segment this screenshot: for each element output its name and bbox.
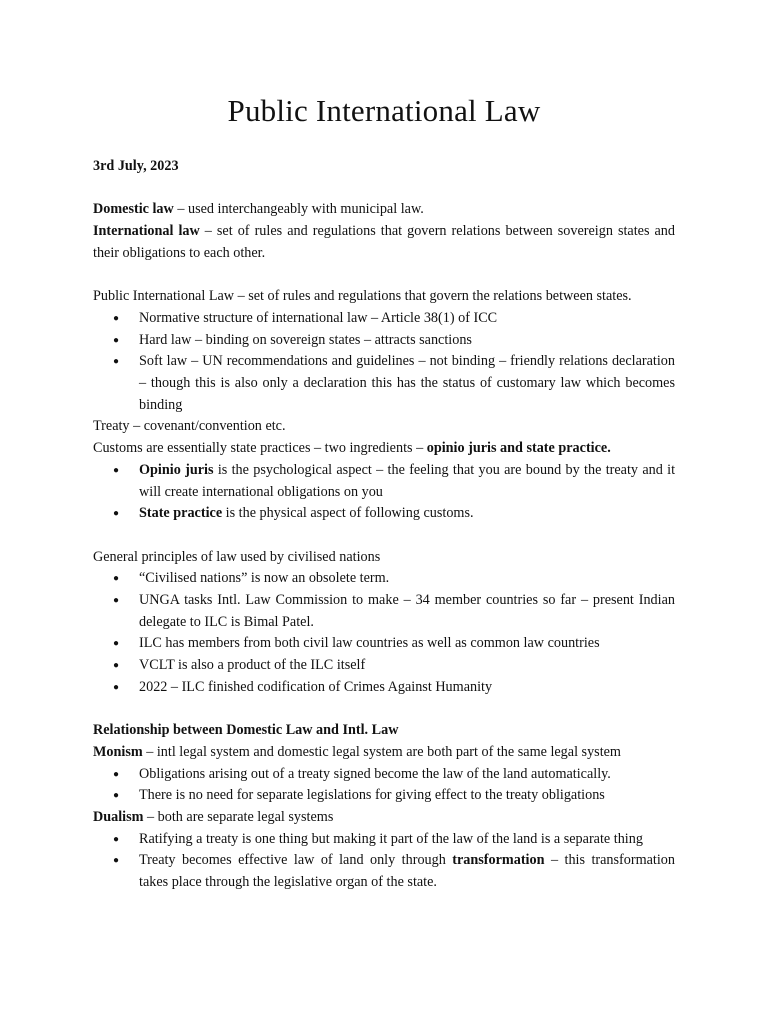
- bullet-icon: ●: [113, 508, 120, 520]
- international-law-text: – set of rules and regulations that govern relations between sovereign states and their obligations to each other.: [93, 223, 675, 261]
- list-item-text: Obligations arising out of a treaty signed become the law of the land automatically.: [139, 765, 611, 782]
- bullet-icon: ●: [113, 573, 120, 585]
- state-practice-text: is the physical aspect of following customs.: [222, 505, 474, 522]
- monism-list: [93, 764, 675, 807]
- customs-text: Customs are essentially state practices – two ingredients –: [93, 440, 427, 457]
- list-item-text: Normative structure of international law – Article 38(1) of ICC: [139, 309, 498, 326]
- list-item: [93, 330, 675, 352]
- date-line: 3rd July, 2023: [93, 158, 179, 174]
- list-item-text: Soft law – UN recommendations and guidelines – not binding – friendly relations declaration – though this is also only a declaration this has the status of customary law which becomes binding: [139, 353, 675, 413]
- list-item-text: “Civilised nations” is now an obsolete term.: [139, 570, 390, 587]
- list-item: [93, 351, 675, 416]
- dualism-list: [93, 829, 675, 894]
- list-item: [93, 655, 675, 677]
- spacer: [93, 265, 675, 287]
- bullet-icon: ●: [113, 312, 120, 324]
- transformation-post: – this transformation takes place through the legislative organ of the state.: [139, 852, 675, 891]
- customs-line: [93, 438, 675, 460]
- international-law-definition: [93, 221, 675, 264]
- customs-bold: opinio juris and state practice.: [426, 440, 611, 457]
- page-title: Public International Law: [227, 93, 541, 128]
- list-item: [93, 503, 675, 525]
- dualism-text: – both are separate legal systems: [143, 809, 334, 826]
- bullet-icon: ●: [113, 595, 120, 607]
- list-item: [93, 850, 675, 893]
- domestic-law-term: Domestic law: [93, 201, 174, 218]
- list-item-text: Hard law – binding on sovereign states – attracts sanctions: [139, 331, 472, 348]
- state-practice-term: State practice: [139, 505, 223, 522]
- list-item-text: UNGA tasks Intl. Law Commission to make – 34 member countries so far – present Indian delegate to ILC is Bimal Patel.: [139, 592, 675, 630]
- customs-list: [93, 460, 675, 525]
- bullet-icon: ●: [113, 855, 120, 867]
- dualism-definition: [93, 807, 675, 829]
- monism-term: Monism: [93, 743, 143, 760]
- pil-intro: Public International Law – set of rules and regulations that govern the relations between states.: [93, 288, 632, 305]
- list-item: [93, 308, 675, 330]
- opinio-juris-text: is the psychological aspect – the feeling that you are bound by the treaty and it will create international obligations on you: [139, 461, 676, 500]
- general-principles-list: [93, 568, 675, 698]
- list-item: [93, 829, 675, 851]
- bullet-icon: ●: [113, 638, 120, 650]
- treaty-line: Treaty – covenant/convention etc.: [93, 418, 286, 435]
- transformation-pre: Treaty becomes effective law of land only through: [139, 852, 453, 869]
- spacer: [93, 699, 675, 721]
- general-principles-intro: General principles of law used by civilised nations: [93, 548, 381, 565]
- spacer: [93, 525, 675, 547]
- bullet-icon: ●: [113, 681, 120, 693]
- bullet-icon: ●: [113, 833, 120, 845]
- list-item-text: ILC has members from both civil law countries as well as common law countries: [139, 635, 600, 652]
- list-item-text: There is no need for separate legislations for giving effect to the treaty obligations: [139, 787, 605, 804]
- domestic-law-definition: [93, 199, 675, 221]
- bullet-icon: ●: [113, 356, 120, 368]
- opinio-juris-term: Opinio juris: [139, 461, 214, 478]
- domestic-law-text: – used interchangeably with municipal law.: [173, 201, 424, 218]
- spacer: [93, 178, 675, 200]
- bullet-icon: ●: [113, 790, 120, 802]
- monism-definition: [93, 742, 675, 764]
- transformation-term: transformation: [452, 852, 545, 869]
- list-item-text: VCLT is also a product of the ILC itself: [139, 657, 366, 674]
- list-item: [93, 568, 675, 590]
- international-law-term: International law: [93, 223, 200, 240]
- list-item: [93, 764, 675, 786]
- bullet-icon: ●: [113, 768, 120, 780]
- list-item: [93, 677, 675, 699]
- relationship-heading: Relationship between Domestic Law and Intl. Law: [93, 722, 399, 739]
- dualism-term: Dualism: [93, 809, 144, 826]
- list-item: [93, 785, 675, 807]
- pil-list: [93, 308, 675, 417]
- list-item: [93, 590, 675, 633]
- bullet-icon: ●: [113, 334, 120, 346]
- list-item-text: Ratifying a treaty is one thing but making it part of the law of the land is a separate thing: [139, 830, 643, 847]
- monism-text: – intl legal system and domestic legal system are both part of the same legal system: [142, 743, 621, 760]
- list-item-text: 2022 – ILC finished codification of Crimes Against Humanity: [139, 678, 493, 695]
- list-item: [93, 460, 675, 503]
- bullet-icon: ●: [113, 464, 120, 476]
- bullet-icon: ●: [113, 660, 120, 672]
- list-item: [93, 633, 675, 655]
